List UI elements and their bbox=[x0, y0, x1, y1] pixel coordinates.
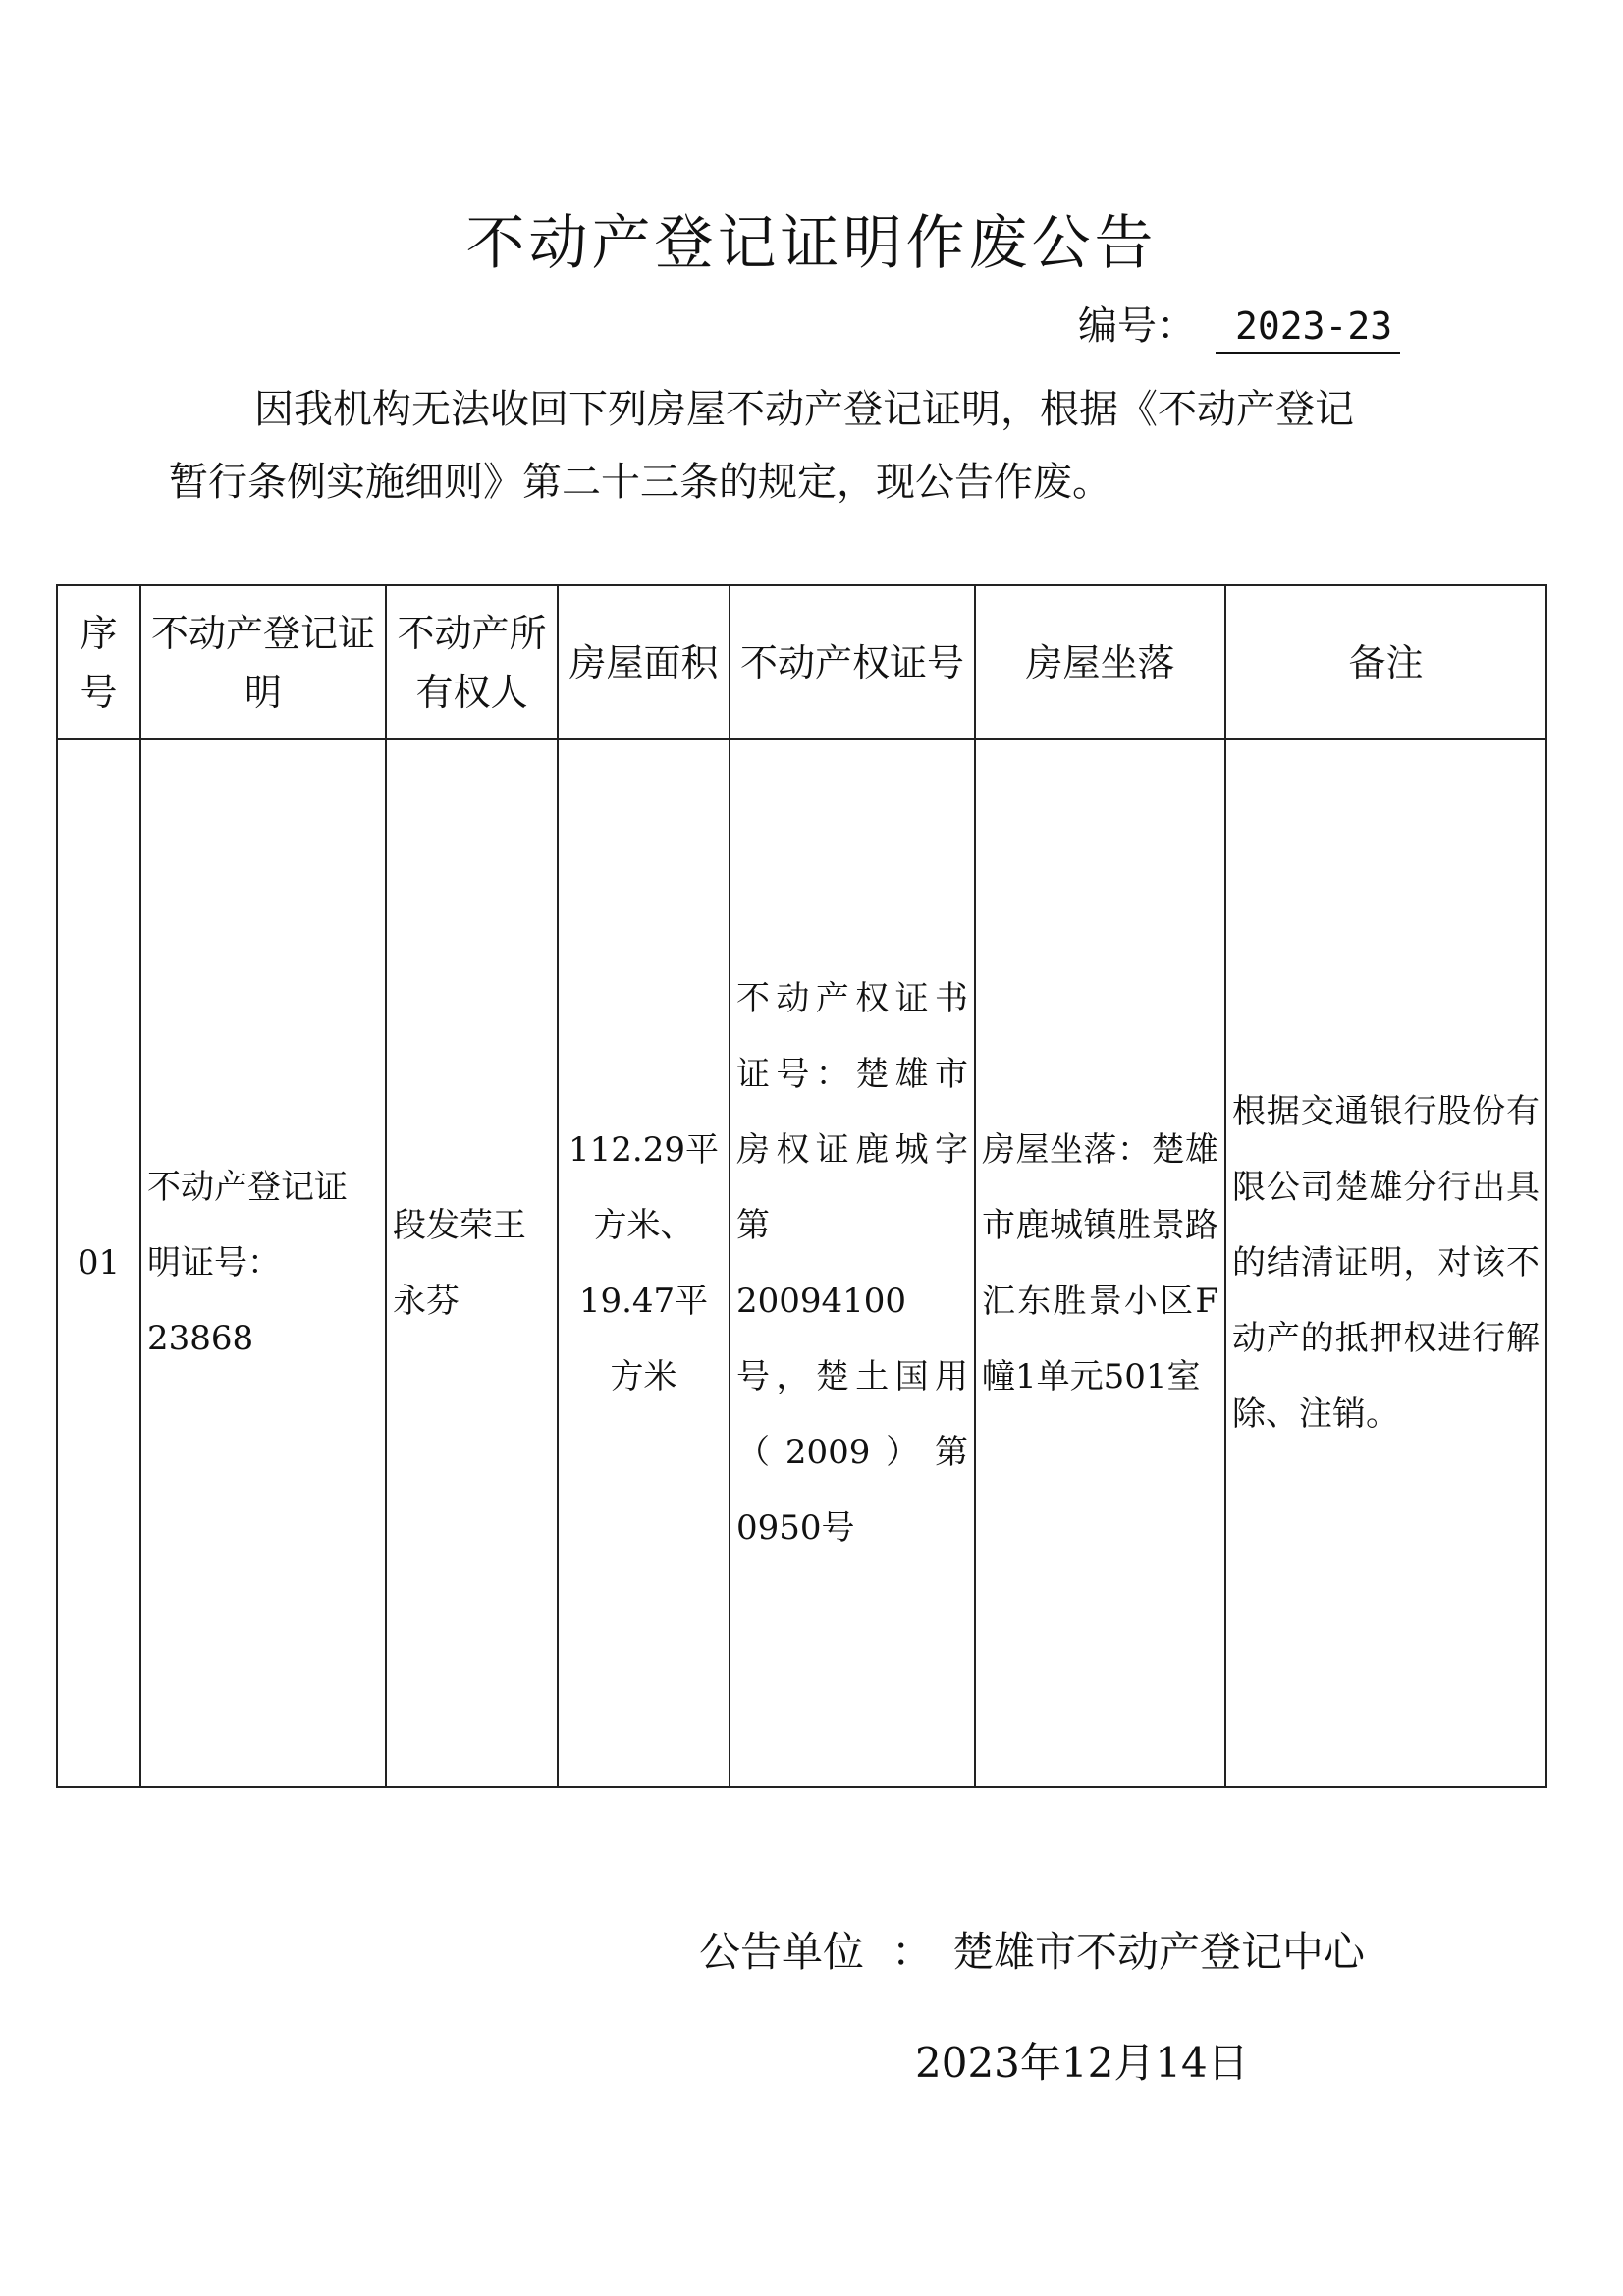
cell-seq: 01 bbox=[57, 739, 140, 1787]
header-certificate: 不动产登记证明 bbox=[140, 585, 386, 739]
document-number-label: 编号： bbox=[1078, 303, 1196, 349]
header-area: 房屋面积 bbox=[558, 585, 730, 739]
cell-area: 112.29平方米、19.47平方米 bbox=[558, 739, 730, 1787]
intro-line-2: 暂行条例实施细则》第二十三条的规定，现公告作废。 bbox=[169, 460, 1111, 505]
cell-certificate: 不动产登记证明证号：23868 bbox=[140, 739, 386, 1787]
cell-title-no: 不动产权证书证号：楚雄市房权证鹿城字第 20094100号，楚土国用（2009）第0950号 bbox=[730, 739, 975, 1787]
header-location: 房屋坐落 bbox=[975, 585, 1225, 739]
org-label: 公告单位 bbox=[699, 1928, 865, 1976]
org-separator: ： bbox=[892, 1928, 934, 1976]
table-row bbox=[57, 739, 1546, 1787]
cell-owner: 段发荣王永芬 bbox=[386, 739, 558, 1787]
table-header-row bbox=[57, 585, 1546, 739]
header-remarks: 备注 bbox=[1225, 585, 1546, 739]
issuing-organization bbox=[699, 1920, 1365, 1979]
document-number-value: 2023-23 bbox=[1216, 304, 1400, 354]
org-name: 楚雄市不动产登记中心 bbox=[952, 1928, 1366, 1976]
header-title-no: 不动产权证号 bbox=[730, 585, 975, 739]
page-title: 不动产登记证明作废公告 bbox=[465, 209, 1158, 278]
intro-line-1: 因我机构无法收回下列房屋不动产登记证明，根据《不动产登记 bbox=[254, 387, 1354, 432]
issue-date: 2023年12月14日 bbox=[915, 2039, 1249, 2087]
header-seq: 序号 bbox=[57, 585, 140, 739]
cell-location: 房屋坐落：楚雄市鹿城镇胜景路汇东胜景小区F幢1单元501室 bbox=[975, 739, 1225, 1787]
header-owner: 不动产所有权人 bbox=[386, 585, 558, 739]
intro-paragraph bbox=[169, 373, 1465, 519]
document-number bbox=[1078, 295, 1400, 354]
cell-remarks: 根据交通银行股份有限公司楚雄分行出具的结清证明，对该不动产的抵押权进行解除、注销。 bbox=[1225, 739, 1546, 1787]
notice-table bbox=[56, 584, 1547, 1788]
